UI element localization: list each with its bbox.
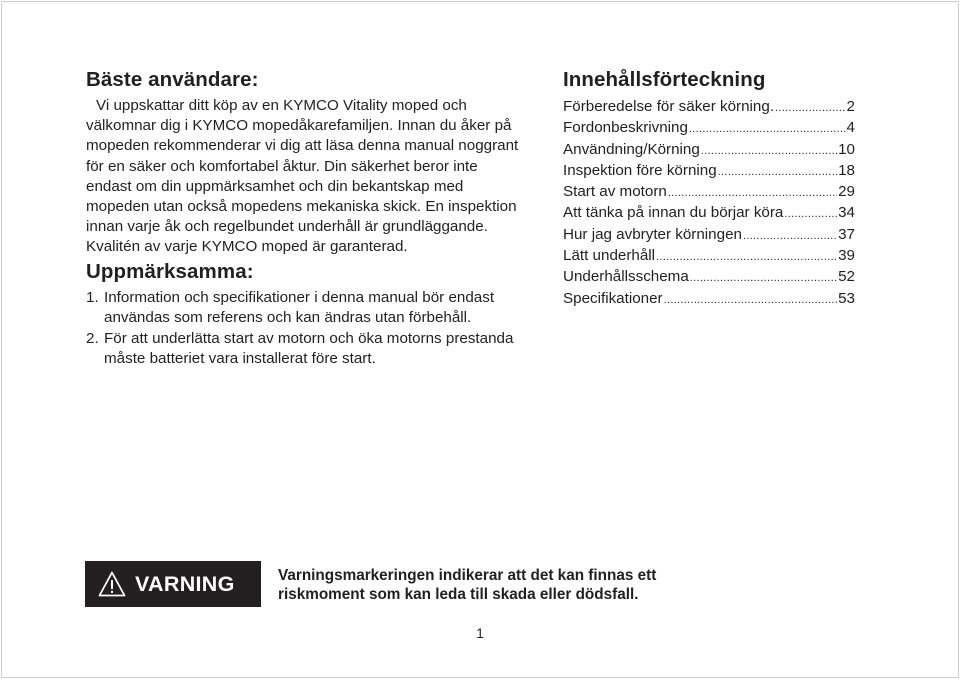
toc-entry[interactable] (563, 203, 855, 224)
toc-entry-title: Lätt underhåll (563, 247, 656, 265)
toc-leader-dots (664, 291, 837, 310)
toc-entry-title: Fordonbeskrivning (563, 119, 688, 137)
toc-leader-dots (784, 205, 837, 224)
notice-item-number: 1. (86, 288, 99, 306)
toc-entry-title: Att tänka på innan du börjar köra (563, 204, 784, 222)
toc-entry-title: Förberedelse för säker körning. (563, 98, 775, 115)
toc-leader-dots (701, 142, 837, 161)
left-column (86, 66, 526, 370)
toc-entry-page: 18 (838, 161, 855, 179)
notice-item (86, 329, 526, 370)
toc-entry-page: 52 (838, 268, 855, 286)
toc-leader-dots (690, 269, 837, 288)
toc-leader-dots (668, 184, 837, 203)
toc-leader-dots (775, 99, 846, 118)
toc-entry-page: 37 (838, 225, 855, 243)
warning-message-line: Varningsmarkeringen indikerar att det kan finnas ett (278, 567, 657, 584)
warning-label: VARNING (135, 571, 235, 596)
notice-heading: Uppmärksamma: (86, 259, 254, 283)
toc-entry-page: 34 (838, 204, 855, 222)
toc-leader-dots (718, 163, 837, 182)
toc-entry-page: 2 (846, 98, 855, 115)
toc-entry-title: Inspektion före körning (563, 161, 717, 179)
toc-heading: Innehållsförteckning (563, 68, 766, 91)
toc-entry-page: 4 (846, 119, 855, 137)
toc-entry[interactable] (563, 267, 855, 288)
greeting-heading: Bäste användare: (86, 68, 259, 91)
warning-badge (85, 561, 261, 607)
page-number: 1 (476, 625, 484, 641)
toc-column (563, 66, 863, 310)
toc-list (563, 97, 855, 310)
toc-entry[interactable] (563, 246, 855, 267)
greeting-paragraph: Vi uppskattar ditt köp av en KYMCO Vitality moped och välkomnar dig i KYMCO mopedåkarefamiljen. Innan du åker på mopeden rekommenderar vi dig att läsa denna manual noggrant för en säker och komfortabel åktur. Din säkerhet beror inte endast om din uppmärksamhet och din bekantskap med mopeden utan också mopedens mekaniska skick. En inspektion innan varje åk och regelbundet underhåll är grundläggande. Kvalitén av varje KYMCO moped är garanterad. (86, 97, 519, 256)
warning-message (278, 567, 738, 604)
toc-entry-page: 29 (838, 183, 855, 201)
notice-item-number: 2. (86, 329, 99, 347)
notice-item-text: Information och specifikationer i denna manual bör endast användas som referens och kan ändras utan förbehåll. (104, 288, 495, 327)
toc-entry-page: 10 (838, 140, 855, 158)
toc-entry[interactable] (563, 97, 855, 118)
toc-entry[interactable] (563, 140, 855, 161)
toc-entry-title: Specifikationer (563, 289, 663, 307)
toc-entry-title: Underhållsschema (563, 268, 689, 286)
toc-leader-dots (689, 120, 846, 139)
warning-triangle-icon (98, 571, 126, 597)
toc-entry-title: Användning/Körning (563, 140, 700, 158)
toc-entry-title: Hur jag avbryter körningen (563, 225, 742, 243)
manual-page (1, 1, 959, 678)
toc-entry[interactable] (563, 225, 855, 246)
warning-message-line: riskmoment som kan leda till skada eller dödsfall. (278, 585, 639, 603)
toc-entry[interactable] (563, 289, 855, 310)
toc-entry[interactable] (563, 161, 855, 182)
toc-entry-page: 39 (838, 247, 855, 265)
toc-leader-dots (743, 227, 837, 246)
notice-list (86, 288, 526, 370)
toc-entry-page: 53 (838, 289, 855, 307)
notice-item-text: För att underlätta start av motorn och öka motorns prestanda måste batteriet vara installerat före start. (104, 329, 514, 368)
notice-item (86, 288, 526, 329)
toc-entry[interactable] (563, 182, 855, 203)
toc-entry-title: Start av motorn (563, 183, 667, 201)
toc-leader-dots (656, 248, 837, 267)
toc-entry[interactable] (563, 118, 855, 139)
